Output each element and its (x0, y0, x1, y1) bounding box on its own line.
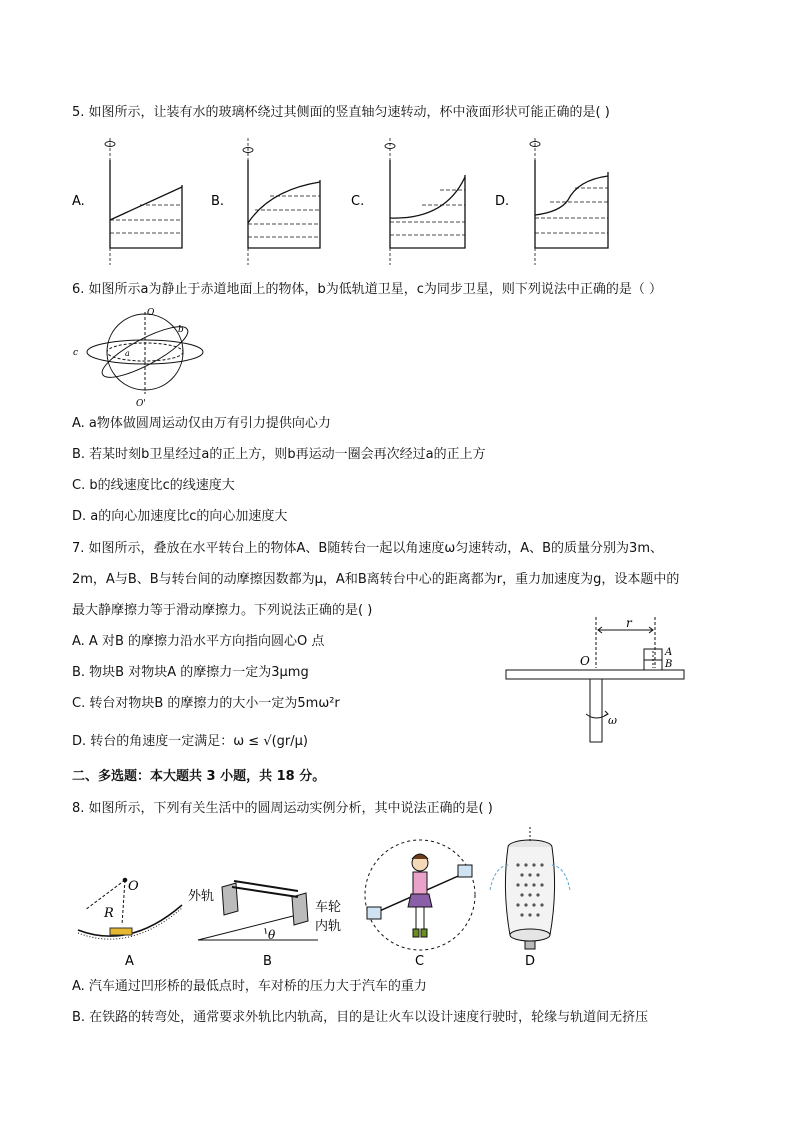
q8-label-b-outer: 外轨 (188, 889, 215, 904)
q7-stem-line1: 7. 如图所示，叠放在水平转台上的物体A、B随转台一起以角速度ω匀速转动，A、B的质量分别为3m、 (72, 541, 663, 556)
q8-stem: 8. 如图所示，下列有关生活中的圆周运动实例分析，其中说法正确的是( ) (72, 801, 493, 816)
q7-option-b: B. 物块B 对物块A 的摩擦力一定为3μmg (72, 665, 309, 680)
q5-cup-c (385, 138, 465, 265)
q7-label-o: O (580, 654, 590, 668)
q8-label-b-wheel: 车轮 (315, 900, 342, 915)
q6-option-b: B. 若某时刻b卫星经过a的正上方，则b再运动一圈会再次经过a的正上方 (72, 447, 486, 462)
q6-option-c: C. b的线速度比c的线速度大 (72, 478, 235, 493)
q5-cup-d (530, 138, 608, 265)
q8-label-a-o: O (128, 879, 139, 894)
q5-cup-a (105, 138, 182, 265)
q7-label-r: r (626, 616, 632, 630)
q6-option-a: A. a物体做圆周运动仅由万有引力提供向心力 (72, 416, 331, 431)
q8-label-b-inner: 内轨 (315, 919, 342, 934)
q5-option-b-label: B. (211, 194, 225, 209)
q7-label-omega: ω (608, 714, 617, 727)
q6-option-d: D. a的向心加速度比c的向心加速度大 (72, 509, 288, 524)
q7-stem-line3: 最大静摩擦力等于滑动摩擦力。下列说法正确的是( ) (72, 603, 373, 618)
q7-stem-line2: 2m，A与B、B与转台间的动摩擦因数都为μ，A和B离转台中心的距离都为r，重力加速度为g，设本题中的 (72, 572, 680, 587)
q8-label-a-r: R (104, 906, 114, 921)
q8-caption-d: D (525, 954, 536, 969)
q5-option-c-label: C. (351, 194, 365, 209)
q5-cup-b (243, 138, 320, 265)
q8-figures (70, 825, 590, 970)
q6-label-b: b (178, 325, 184, 335)
q8-figure-b (198, 881, 318, 940)
q8-caption-c: C (415, 954, 425, 969)
q8-caption-b: B (263, 954, 272, 969)
q5-figures (70, 130, 630, 270)
q7-label-b: B (665, 659, 673, 670)
q7-option-a: A. A 对B 的摩擦力沿水平方向指向圆心O 点 (72, 634, 325, 649)
q7-figure (500, 612, 695, 747)
q8-option-a: A. 汽车通过凹形桥的最低点时，车对桥的压力大于汽车的重力 (72, 979, 427, 994)
q8-option-b: B. 在铁路的转弯处，通常要求外轨比内轨高，目的是让火车以设计速度行驶时，轮缘与轨道间无挤压 (72, 1010, 649, 1025)
q6-label-a: a (125, 349, 130, 358)
q8-figure-c (365, 840, 475, 950)
q6-label-o: O (147, 308, 155, 318)
section-2-heading: 二、多选题：本大题共 3 小题，共 18 分。 (72, 769, 326, 784)
q7-option-d: D. 转台的角速度一定满足：ω ≤ √(gr/μ) (72, 734, 308, 749)
q5-stem: 5. 如图所示，让装有水的玻璃杯绕过其侧面的竖直轴匀速转动，杯中液面形状可能正确的是( ) (72, 105, 610, 120)
q7-label-a: A (665, 647, 673, 658)
q6-figure (70, 302, 210, 410)
q6-stem: 6. 如图所示a为静止于赤道地面上的物体，b为低轨道卫星，c为同步卫星，则下列说法中正确的是（ ） (72, 282, 663, 297)
q5-option-d-label: D. (495, 194, 510, 209)
q8-caption-a: A (125, 954, 134, 969)
q8-figure-d (490, 827, 570, 949)
q6-label-c: c (73, 348, 79, 358)
q8-label-b-theta: θ (268, 928, 276, 942)
q6-label-o-prime: O' (136, 399, 146, 409)
q5-option-a-label: A. (72, 194, 85, 209)
q7-option-c: C. 转台对物块B 的摩擦力的大小一定为5mω²r (72, 696, 340, 711)
